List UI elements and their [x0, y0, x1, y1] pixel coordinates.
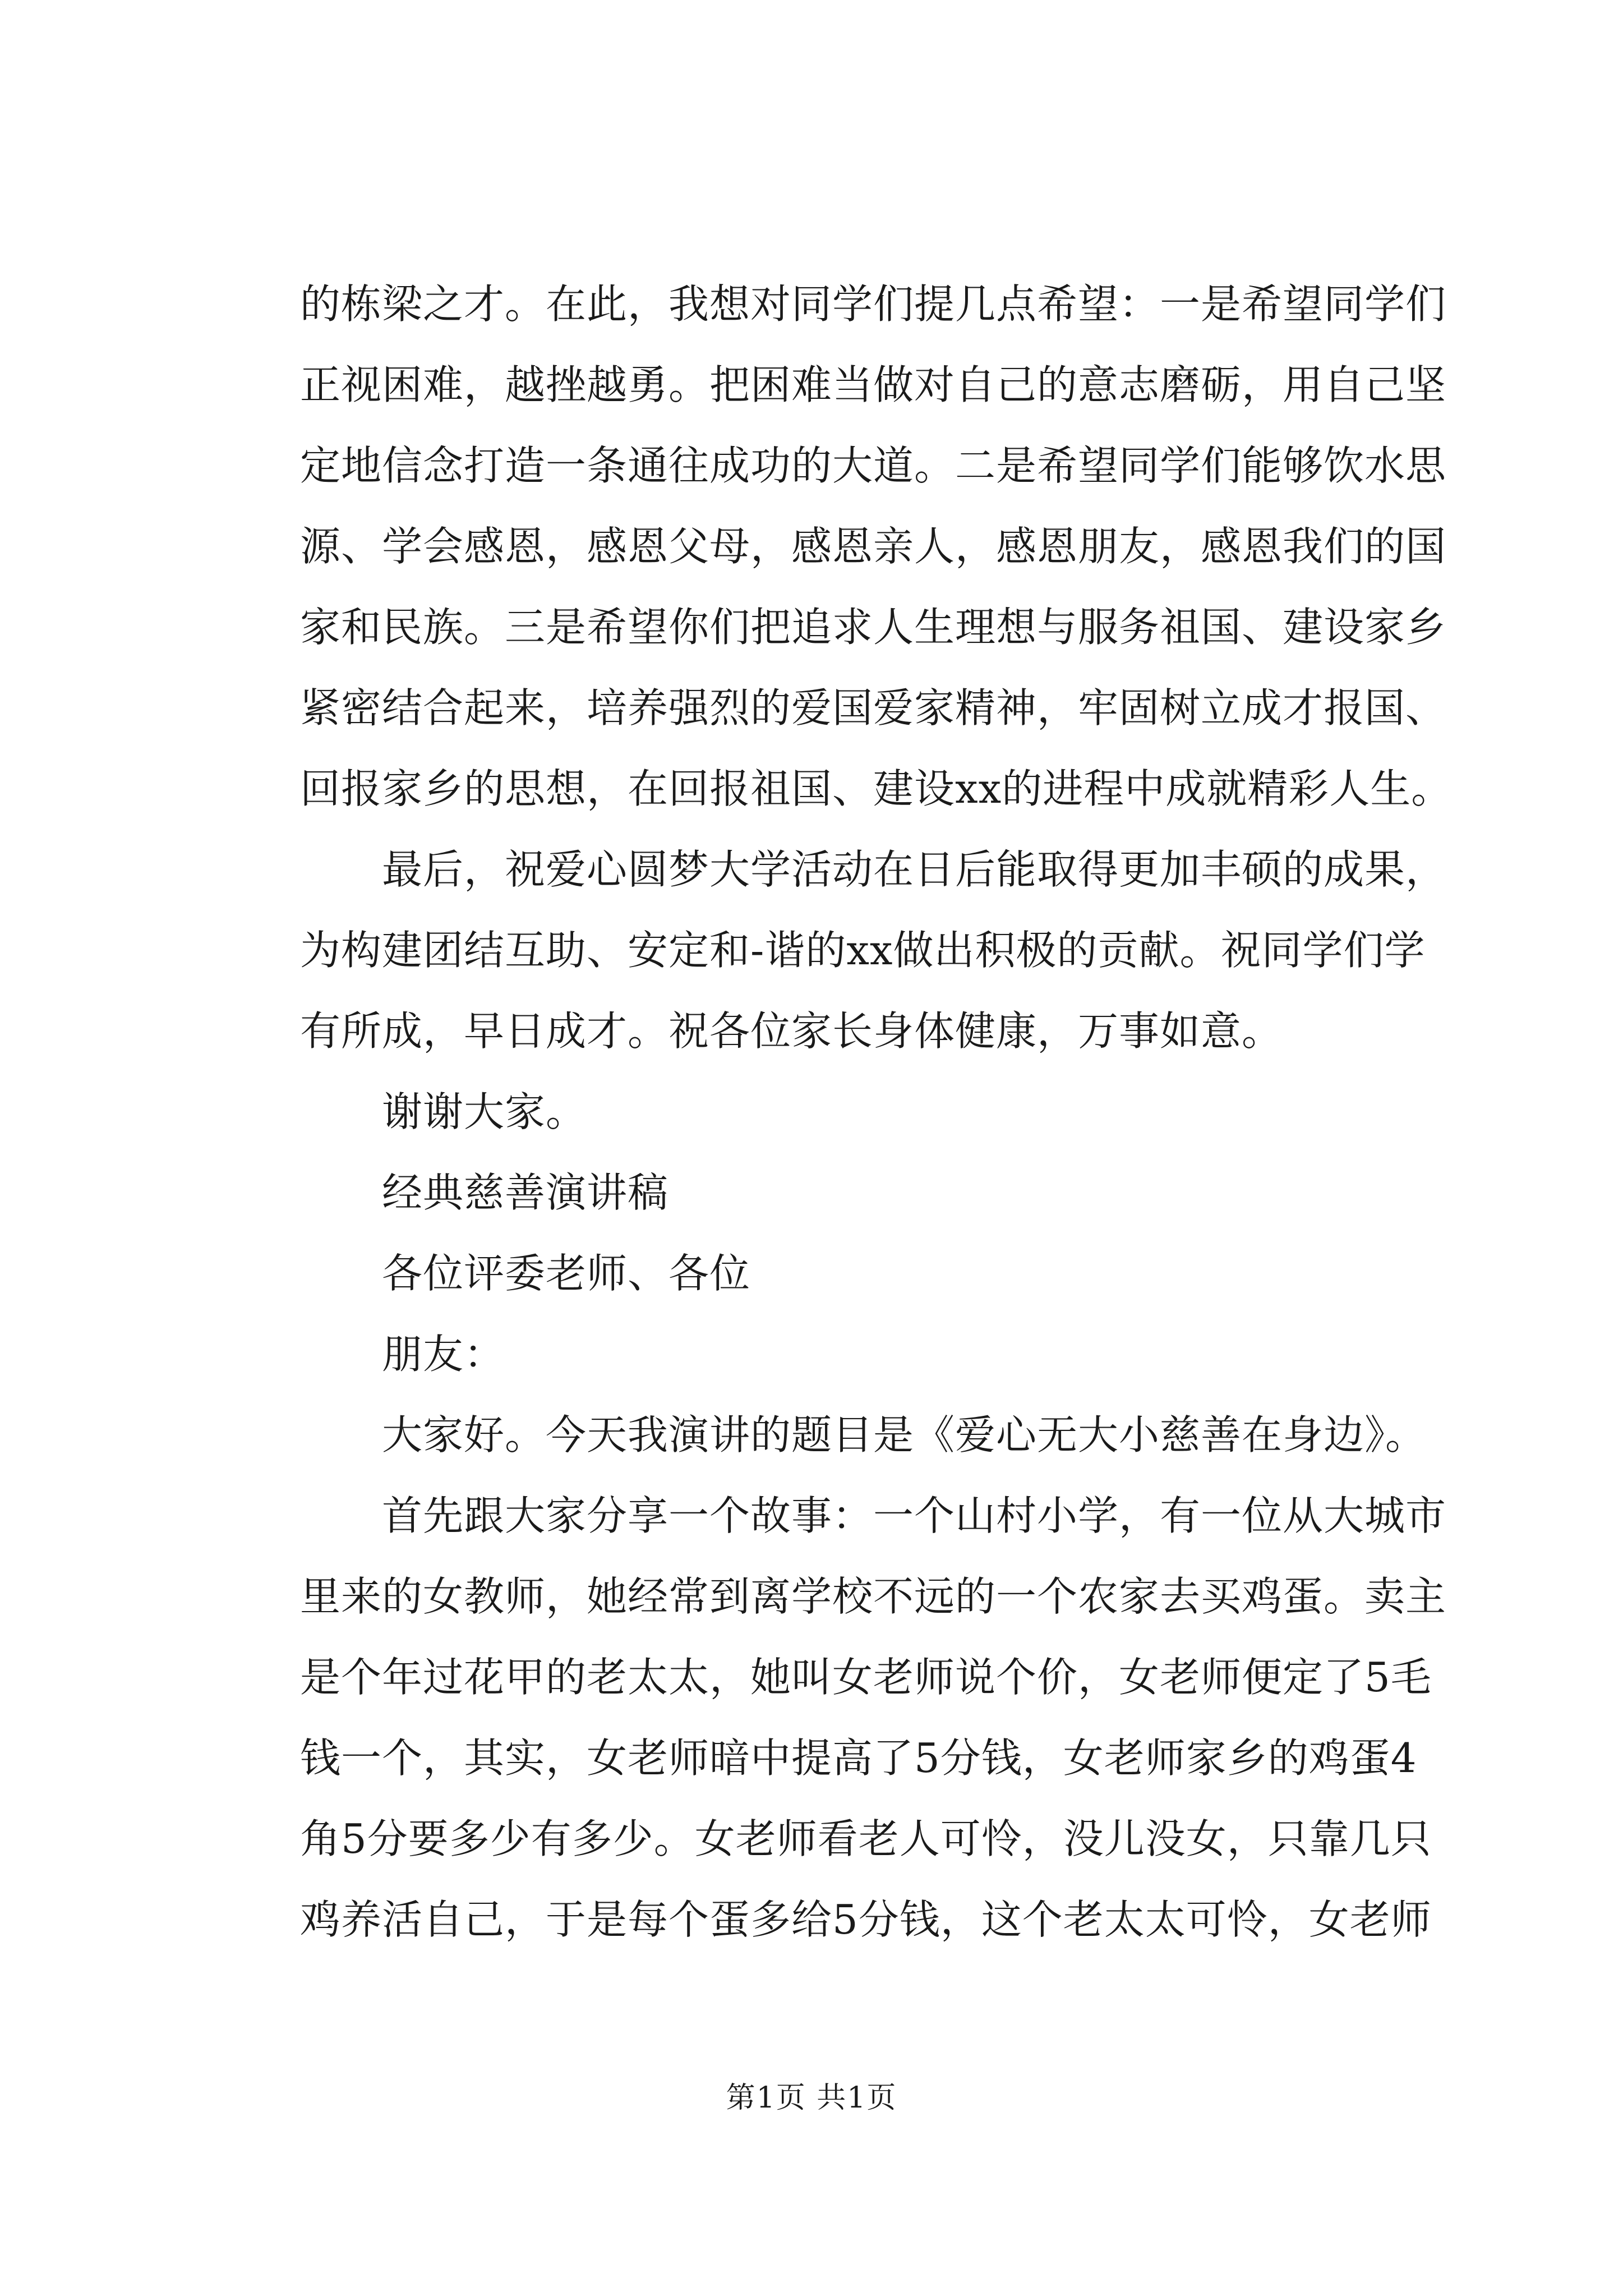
text-line: 大家好。今天我演讲的题目是《爱心无大小慈善在身边》。 — [300, 1411, 1427, 1458]
text-line: 为构建团结互助、安定和-谐的xx做出积极的贡献。祝同学们学 — [300, 927, 1426, 974]
text-line: 首先跟大家分享一个故事：一个山村小学，有一位从大城市 — [300, 1492, 1447, 1539]
text-line: 钱一个，其实，女老师暗中提高了5分钱，女老师家乡的鸡蛋4 — [300, 1734, 1417, 1782]
text-line: 家和民族。三是希望你们把追求人生理想与服务祖国、建设家乡 — [300, 604, 1447, 651]
text-line: 角5分要多少有多少。女老师看老人可怜，没儿没女，只靠几只 — [300, 1815, 1432, 1862]
text-line: 里来的女教师，她经常到离学校不远的一个农家去买鸡蛋。卖主 — [300, 1573, 1447, 1620]
text-line: 最后，祝爱心圆梦大学活动在日后能取得更加丰硕的成果， — [300, 846, 1447, 893]
text-line: 各位评委老师、各位 — [300, 1250, 751, 1297]
text-line: 有所成，早日成才。祝各位家长身体健康，万事如意。 — [300, 1007, 1283, 1055]
text-line: 源、学会感恩，感恩父母，感恩亲人，感恩朋友，感恩我们的国 — [300, 523, 1447, 570]
text-line: 正视困难，越挫越勇。把困难当做对自己的意志磨砺，用自己坚 — [300, 361, 1447, 408]
text-line: 谢谢大家。 — [300, 1088, 587, 1135]
text-line: 经典慈善演讲稿 — [300, 1169, 669, 1216]
text-line: 回报家乡的思想，在回报祖国、建设xx的进程中成就精彩人生。 — [300, 765, 1453, 812]
text-line: 鸡养活自己，于是每个蛋多给5分钱，这个老太太可怜，女老师 — [300, 1896, 1432, 1943]
text-line: 紧密结合起来，培养强烈的爱国爱家精神，牢固树立成才报国、 — [300, 684, 1447, 731]
document-body — [300, 264, 1453, 1960]
text-line: 朋友： — [300, 1331, 505, 1378]
page-footer: 第1页 共1页 — [726, 2081, 897, 2115]
text-line: 的栋梁之才。在此，我想对同学们提几点希望：一是希望同学们 — [300, 280, 1447, 328]
text-line: 是个年过花甲的老太太，她叫女老师说个价，女老师便定了5毛 — [300, 1654, 1432, 1701]
text-line: 定地信念打造一条通往成功的大道。二是希望同学们能够饮水思 — [300, 442, 1447, 489]
